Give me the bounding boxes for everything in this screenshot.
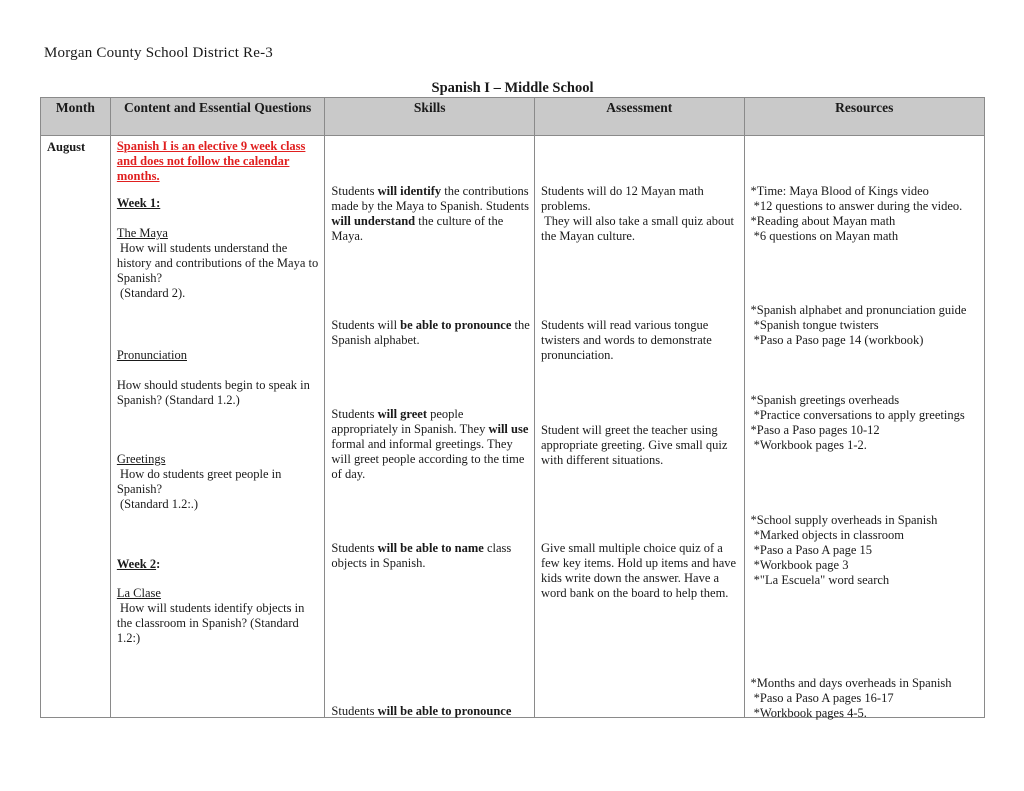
header-cell-assessment: Assessment <box>535 98 745 135</box>
district-name: Morgan County School District Re-3 <box>44 45 274 61</box>
assessment-quiz: Give small multiple choice quiz of a few key items. Hold up items and have kids write down the answer. Have a word bank on the board to help them. <box>540 541 737 600</box>
assessment-tongue-twisters: Students will read various tongue twisters and words to demonstrate pronunciation. <box>540 318 712 362</box>
page-title: Spanish I – Middle School <box>431 80 594 96</box>
skill-class-objects: Students will be able to name class objects in Spanish. <box>331 541 512 570</box>
resources-greetings: *Spanish greetings overheads *Practice conversations to apply greetings *Paso a Paso pages 10-12 *Workbook pages 1-2. <box>750 393 965 452</box>
cell-month <box>41 136 111 718</box>
content-greetings-question: Greetings How do students greet people in Spanish? (Standard 1.2:.) <box>116 452 282 511</box>
skill-greetings: Students will greet people appropriately in Spanish. They will use formal and informal greetings. They will greet people according to the time of day. <box>331 407 529 481</box>
header-cell-month: Month <box>41 98 111 135</box>
content-maya-question: The Maya How will students understand the history and contributions of the Maya to Spanish? (Standard 2). <box>116 226 319 300</box>
table-body-row <box>41 136 984 718</box>
skill-pronounce-partial: Students will be able to pronounce <box>331 704 512 718</box>
assessment-maya: Students will do 12 Mayan math problems. They will also take a small quiz about the Mayan culture. <box>540 184 734 243</box>
curriculum-table <box>40 97 985 718</box>
resources-maya: *Time: Maya Blood of Kings video *12 questions to answer during the video. *Reading about Mayan math *6 questions on Mayan math <box>750 184 963 243</box>
cell-skills <box>325 136 535 718</box>
header-cell-skills: Skills <box>325 98 535 135</box>
content-speak-question: How should students begin to speak in Spanish? (Standard 1.2.) <box>116 378 310 407</box>
header-cell-content: Content and Essential Questions <box>111 98 326 135</box>
skill-maya: Students will identify the contributions made by the Maya to Spanish. Students will understand the culture of the Maya. <box>331 184 529 243</box>
content-week1-heading: Week 1: <box>116 196 161 210</box>
cell-content <box>111 136 326 718</box>
skill-alphabet: Students will be able to pronounce the Spanish alphabet. <box>331 318 530 347</box>
cell-assessment <box>535 136 745 718</box>
content-elective-notice: Spanish I is an elective 9 week class and does not follow the calendar months. <box>116 139 306 183</box>
content-laclase-question: La Clase How will students identify objects in the classroom in Spanish? (Standard 1.2:) <box>116 586 305 645</box>
resources-alphabet: *Spanish alphabet and pronunciation guide *Spanish tongue twisters *Paso a Paso page 14 (workbook) <box>750 303 967 347</box>
content-pronunciation-heading: Pronunciation <box>116 348 187 362</box>
cell-resources <box>745 136 984 718</box>
resources-school-supplies: *School supply overheads in Spanish *Marked objects in classroom *Paso a Paso A page 15 *Workbook page 3 *"La Escuela" word search <box>750 513 938 587</box>
header-cell-resources: Resources <box>835 100 894 115</box>
month-label: August <box>47 140 86 154</box>
resources-months-days: *Months and days overheads in Spanish *Paso a Paso A pages 16-17 *Workbook pages 4-5. <box>750 676 952 720</box>
content-week2-heading: Week 2: <box>116 557 161 571</box>
assessment-greetings: Student will greet the teacher using appropriate greeting. Give small quiz with different situations. <box>540 423 728 467</box>
table-header-row <box>41 98 984 136</box>
